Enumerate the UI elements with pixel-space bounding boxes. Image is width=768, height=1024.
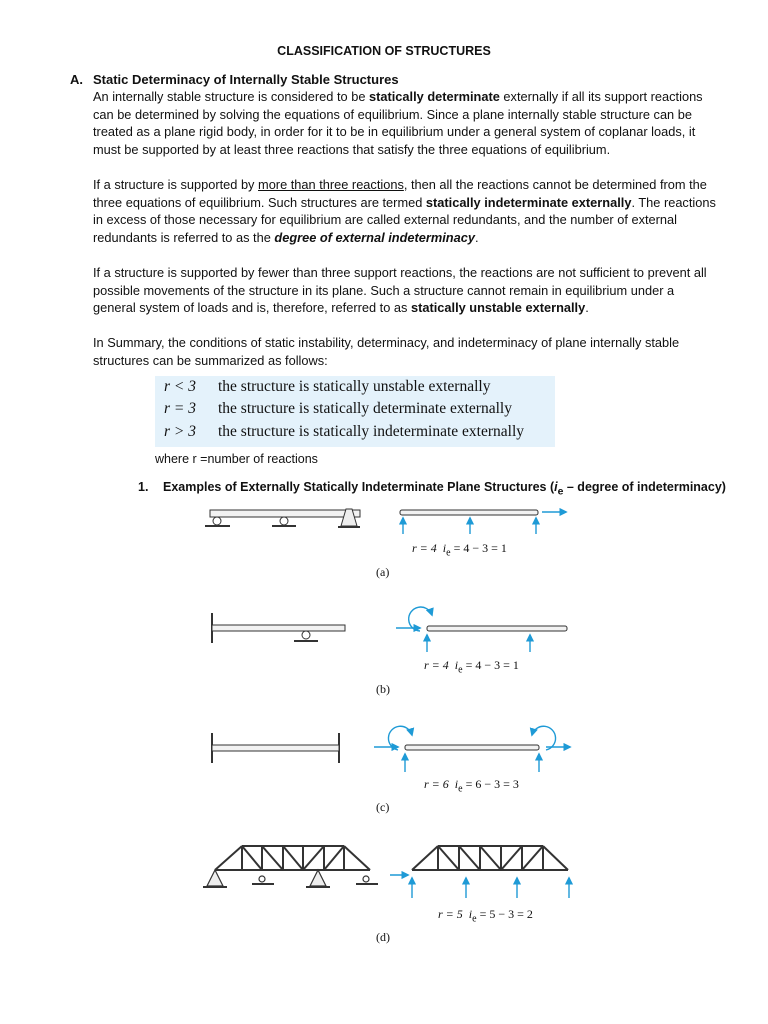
where-note: where r =number of reactions — [155, 452, 318, 466]
figure-c-equation: r = 6 $i_e = 6 - 3 = 3$ — [424, 777, 519, 795]
condition-text: the structure is statically determinate externally — [218, 400, 512, 417]
figure-a-beam-diagram — [205, 509, 360, 527]
paragraph-unstable: If a structure is supported by fewer than three support reactions, the reactions are not sufficient to prevent all possible movements of the structure in its plane. Such a structure cannot remain in equilibrium under a general system of loads and is, therefore, referred to as statically unstable externally. — [93, 265, 707, 316]
paragraph-determinate: An internally stable structure is considered to be statically determinate externally if all its support reactions can be determined by solving the equations of equilibrium. Since a plane internally stable structure can be treated as a plane rigid body, in order for it to be in equilibrium under a general system of coplanar loads, it must be supported by at least three reactions that satisfy the three equations of equilibrium. — [93, 89, 703, 158]
paragraph-indeterminate: If a structure is supported by more than three reactions, then all the reactions cannot be determined from the three equations of equilibrium. Such structures are termed statically indeterminate externally. The reactions in excess of those necessary for equilibrium are called external redundants, and the number of external redundants is referred to as the degree of external indeterminacy. — [93, 177, 716, 246]
figure-c-free-body — [374, 726, 570, 772]
figure-d-equation: r = 5 $i_e = 5 - 3 = 2$ — [438, 907, 533, 925]
figure-a-free-body — [400, 510, 566, 534]
figure-c-caption: (c) — [376, 800, 390, 814]
section-letter: A. — [70, 72, 83, 87]
paragraph-summary: In Summary, the conditions of static instability, determinacy, and indeterminacy of plane internally stable structures can be summarized as follows: — [93, 335, 680, 368]
example-number: 1. — [138, 480, 149, 494]
figure-d-truss-diagram — [203, 846, 378, 887]
figure-c-beam-diagram — [212, 733, 339, 763]
example-title: Examples of Externally Statically Indeterminate Plane Structures ($i_e$ – degree of indeterminacy) — [163, 480, 726, 498]
figure-b-beam-diagram — [212, 613, 345, 643]
condition-symbol: r < 3 — [164, 378, 196, 395]
condition-symbol: r > 3 — [164, 423, 196, 440]
figure-b-equation: r = 4 $i_e = 4 - 3 = 1$ — [424, 658, 519, 676]
figure-d-free-body — [390, 846, 569, 898]
figure-d-caption: (d) — [376, 930, 390, 944]
condition-symbol: r = 3 — [164, 400, 196, 417]
figure-a-caption: (a) — [376, 565, 390, 579]
figure-a-equation: r = 4 $i_e = 4 - 3 = 1$ — [412, 541, 507, 559]
figure-b-free-body — [396, 607, 567, 652]
page-title: CLASSIFICATION OF STRUCTURES — [277, 44, 491, 58]
condition-text: the structure is statically unstable externally — [218, 378, 491, 395]
figure-b-caption: (b) — [376, 682, 390, 696]
section-heading: Static Determinacy of Internally Stable Structures — [93, 72, 399, 87]
condition-text: the structure is statically indeterminate externally — [218, 423, 525, 440]
